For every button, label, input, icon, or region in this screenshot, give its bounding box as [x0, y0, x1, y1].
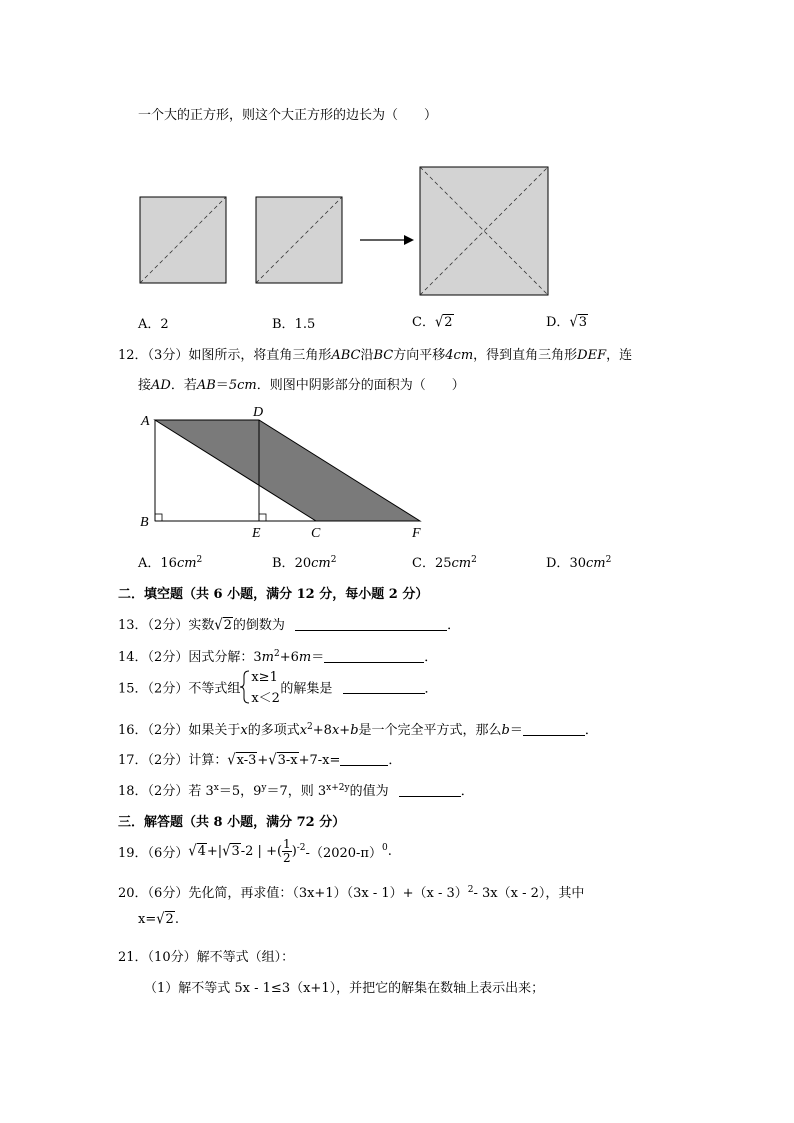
q20-line2: x=√2. — [138, 910, 179, 929]
q18-answer-blank[interactable] — [399, 783, 461, 797]
q15-answer-blank[interactable] — [343, 680, 425, 694]
q14: 14．（2分）因式分解：$3m^2+6m=$ ． — [118, 649, 438, 665]
q17: 17．（2分）计算：√x-3+√3-x+7-x= ． — [118, 751, 402, 770]
q15-system: x≥1 x＜2 — [240, 670, 280, 704]
q16-answer-blank[interactable] — [523, 722, 585, 736]
q16: 16．（2分）如果关于x的多项式$x^2+8x+b$是一个完全平方式，那么b＝ ． — [118, 722, 598, 738]
q11-option-b[interactable]: B．1.5 — [272, 317, 316, 332]
q19-fraction: $\frac{1}{2}$ — [283, 837, 291, 865]
q17-answer-blank[interactable] — [340, 752, 388, 766]
small-square-1 — [140, 197, 226, 283]
q11-figure — [130, 160, 560, 305]
q11-option-c[interactable]: C．√2 — [412, 313, 453, 332]
large-square — [420, 167, 548, 295]
q11-option-d[interactable]: D．√3 — [546, 313, 588, 332]
q14-answer-blank[interactable] — [324, 649, 424, 663]
label-b: B — [140, 515, 149, 530]
label-d: D — [253, 405, 264, 420]
q18: 18．（2分）若 $3^x=5$，$9^y=7$，则 $3^{x+2y}$的值为 ． — [118, 783, 474, 799]
q13: 13．（2分）实数√2的倒数为 ． — [118, 616, 461, 635]
label-f: F — [412, 526, 421, 541]
q21: 21．（10分）解不等式（组）： — [118, 950, 295, 965]
q12-option-c[interactable]: C．$25cm^2$ — [412, 555, 477, 571]
q12-line2: 接AD．若AB＝5cm．则图中阴影部分的面积为（ ） — [138, 378, 465, 393]
q13-answer-blank[interactable] — [295, 617, 447, 631]
q21-sub1: （1）解不等式 5x - 1≤3（x+1），并把它的解集在数轴上表示出来； — [144, 981, 545, 996]
q12-figure — [130, 400, 440, 545]
small-square-2 — [256, 197, 342, 283]
label-a: A — [141, 414, 150, 429]
q12-option-d[interactable]: D．$30cm^2$ — [546, 555, 612, 571]
label-c: C — [311, 526, 321, 541]
shaded-parallelogram — [155, 420, 420, 521]
q12-line1: 12．（3分）如图所示，将直角三角形ABC沿BC方向平移4cm，得到直角三角形DEF，连 — [118, 348, 633, 363]
q20-line1: 20．（6分）先化简，再求值：（3x+1）（3x - 1）+（x - 3）$^2$- 3x（x - 2），其中 — [118, 885, 585, 901]
q15: 15．（2分）不等式组 x≥1 x＜2 的解集是 ． — [118, 670, 438, 706]
q12-option-a[interactable]: A．$16cm^2$ — [138, 555, 203, 571]
q12-option-b[interactable]: B．$20cm^2$ — [272, 555, 337, 571]
q11-option-a[interactable]: A．2 — [138, 317, 169, 332]
label-e: E — [252, 526, 261, 541]
arrow-icon — [360, 235, 414, 245]
section2-title: 二．填空题（共 6 小题，满分 12 分，每小题 2 分） — [118, 587, 429, 602]
section3-title: 三．解答题（共 8 小题，满分 72 分） — [118, 815, 346, 830]
q19: 19．（6分）√4+|√3-2 | +( $\frac{1}{2}$ )$^{-2}-(2020-\pi)^0$. — [118, 837, 392, 865]
q11-text: 一个大的正方形，则这个大正方形的边长为（ ） — [138, 108, 438, 123]
